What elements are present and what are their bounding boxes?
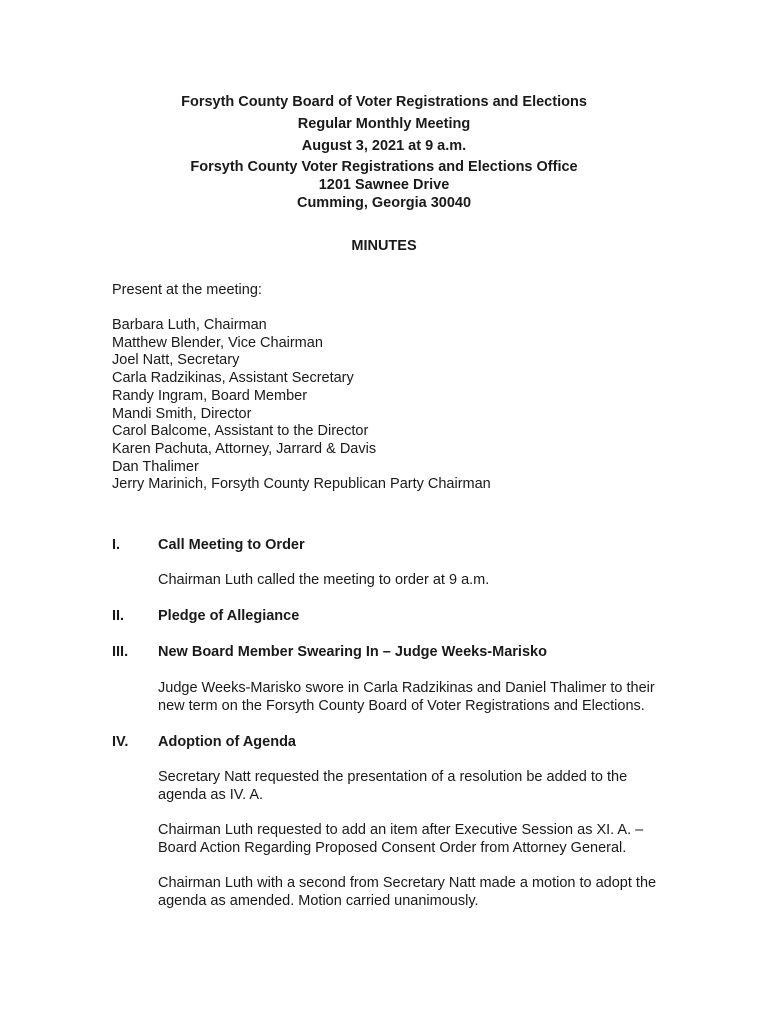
section-number: I. [112, 537, 121, 553]
attendee: Karen Pachuta, Attorney, Jarrard & Davis [112, 440, 377, 457]
section-paragraph [158, 680, 718, 715]
attendance-intro: Present at the meeting: [112, 282, 262, 298]
header-meeting-type: Regular Monthly Meeting [297, 116, 471, 132]
attendee: Jerry Marinich, Forsyth County Republican Party Chairman [112, 476, 491, 493]
paragraph-line: Judge Weeks-Marisko swore in Carla Radzikinas and Daniel Thalimer to their [158, 680, 655, 696]
section-number: IV. [112, 734, 129, 750]
section-number: III. [112, 644, 129, 660]
section-paragraph [158, 875, 718, 910]
paragraph-line: Chairman Luth with a second from Secretary Natt made a motion to adopt the [158, 875, 657, 891]
attendee: Joel Natt, Secretary [112, 352, 240, 369]
header-office-name: Forsyth County Voter Registrations and Elections Office [190, 159, 578, 175]
header-city-state-zip: Cumming, Georgia 30040 [296, 195, 472, 211]
attendee: Randy Ingram, Board Member [112, 387, 308, 404]
paragraph-line: Board Action Regarding Proposed Consent Order from Attorney General. [158, 839, 627, 856]
section-title: New Board Member Swearing In – Judge Weeks-Marisko [158, 644, 547, 660]
attendee: Matthew Blender, Vice Chairman [112, 334, 323, 351]
section-paragraph [158, 769, 718, 804]
paragraph-line: agenda as amended. Motion carried unanimously. [158, 892, 479, 909]
header-street-address: 1201 Sawnee Drive [318, 177, 450, 193]
attendee: Carol Balcome, Assistant to the Director [112, 423, 369, 440]
attendee: Carla Radzikinas, Assistant Secretary [112, 370, 354, 387]
section-paragraph [158, 822, 718, 857]
attendance-list [112, 317, 491, 494]
paragraph-line: new term on the Forsyth County Board of Voter Registrations and Elections. [158, 697, 645, 714]
attendee: Mandi Smith, Director [112, 405, 252, 422]
paragraph-line: agenda as IV. A. [158, 786, 264, 803]
section-title: Adoption of Agenda [158, 734, 296, 750]
paragraph-line: Chairman Luth called the meeting to order at 9 a.m. [158, 572, 490, 588]
minutes-title: MINUTES [351, 238, 417, 254]
section-title: Call Meeting to Order [158, 537, 305, 553]
attendee: Dan Thalimer [112, 458, 199, 475]
paragraph-line: Chairman Luth requested to add an item after Executive Session as XI. A. – [158, 822, 644, 838]
header-board-name: Forsyth County Board of Voter Registrations and Elections [181, 94, 587, 110]
section-number: II. [112, 608, 125, 624]
section-title: Pledge of Allegiance [158, 608, 300, 624]
header-meeting-date: August 3, 2021 at 9 a.m. [301, 138, 467, 154]
paragraph-line: Secretary Natt requested the presentation of a resolution be added to the [158, 769, 628, 785]
section-paragraph [158, 572, 718, 590]
attendee: Barbara Luth, Chairman [112, 317, 267, 333]
